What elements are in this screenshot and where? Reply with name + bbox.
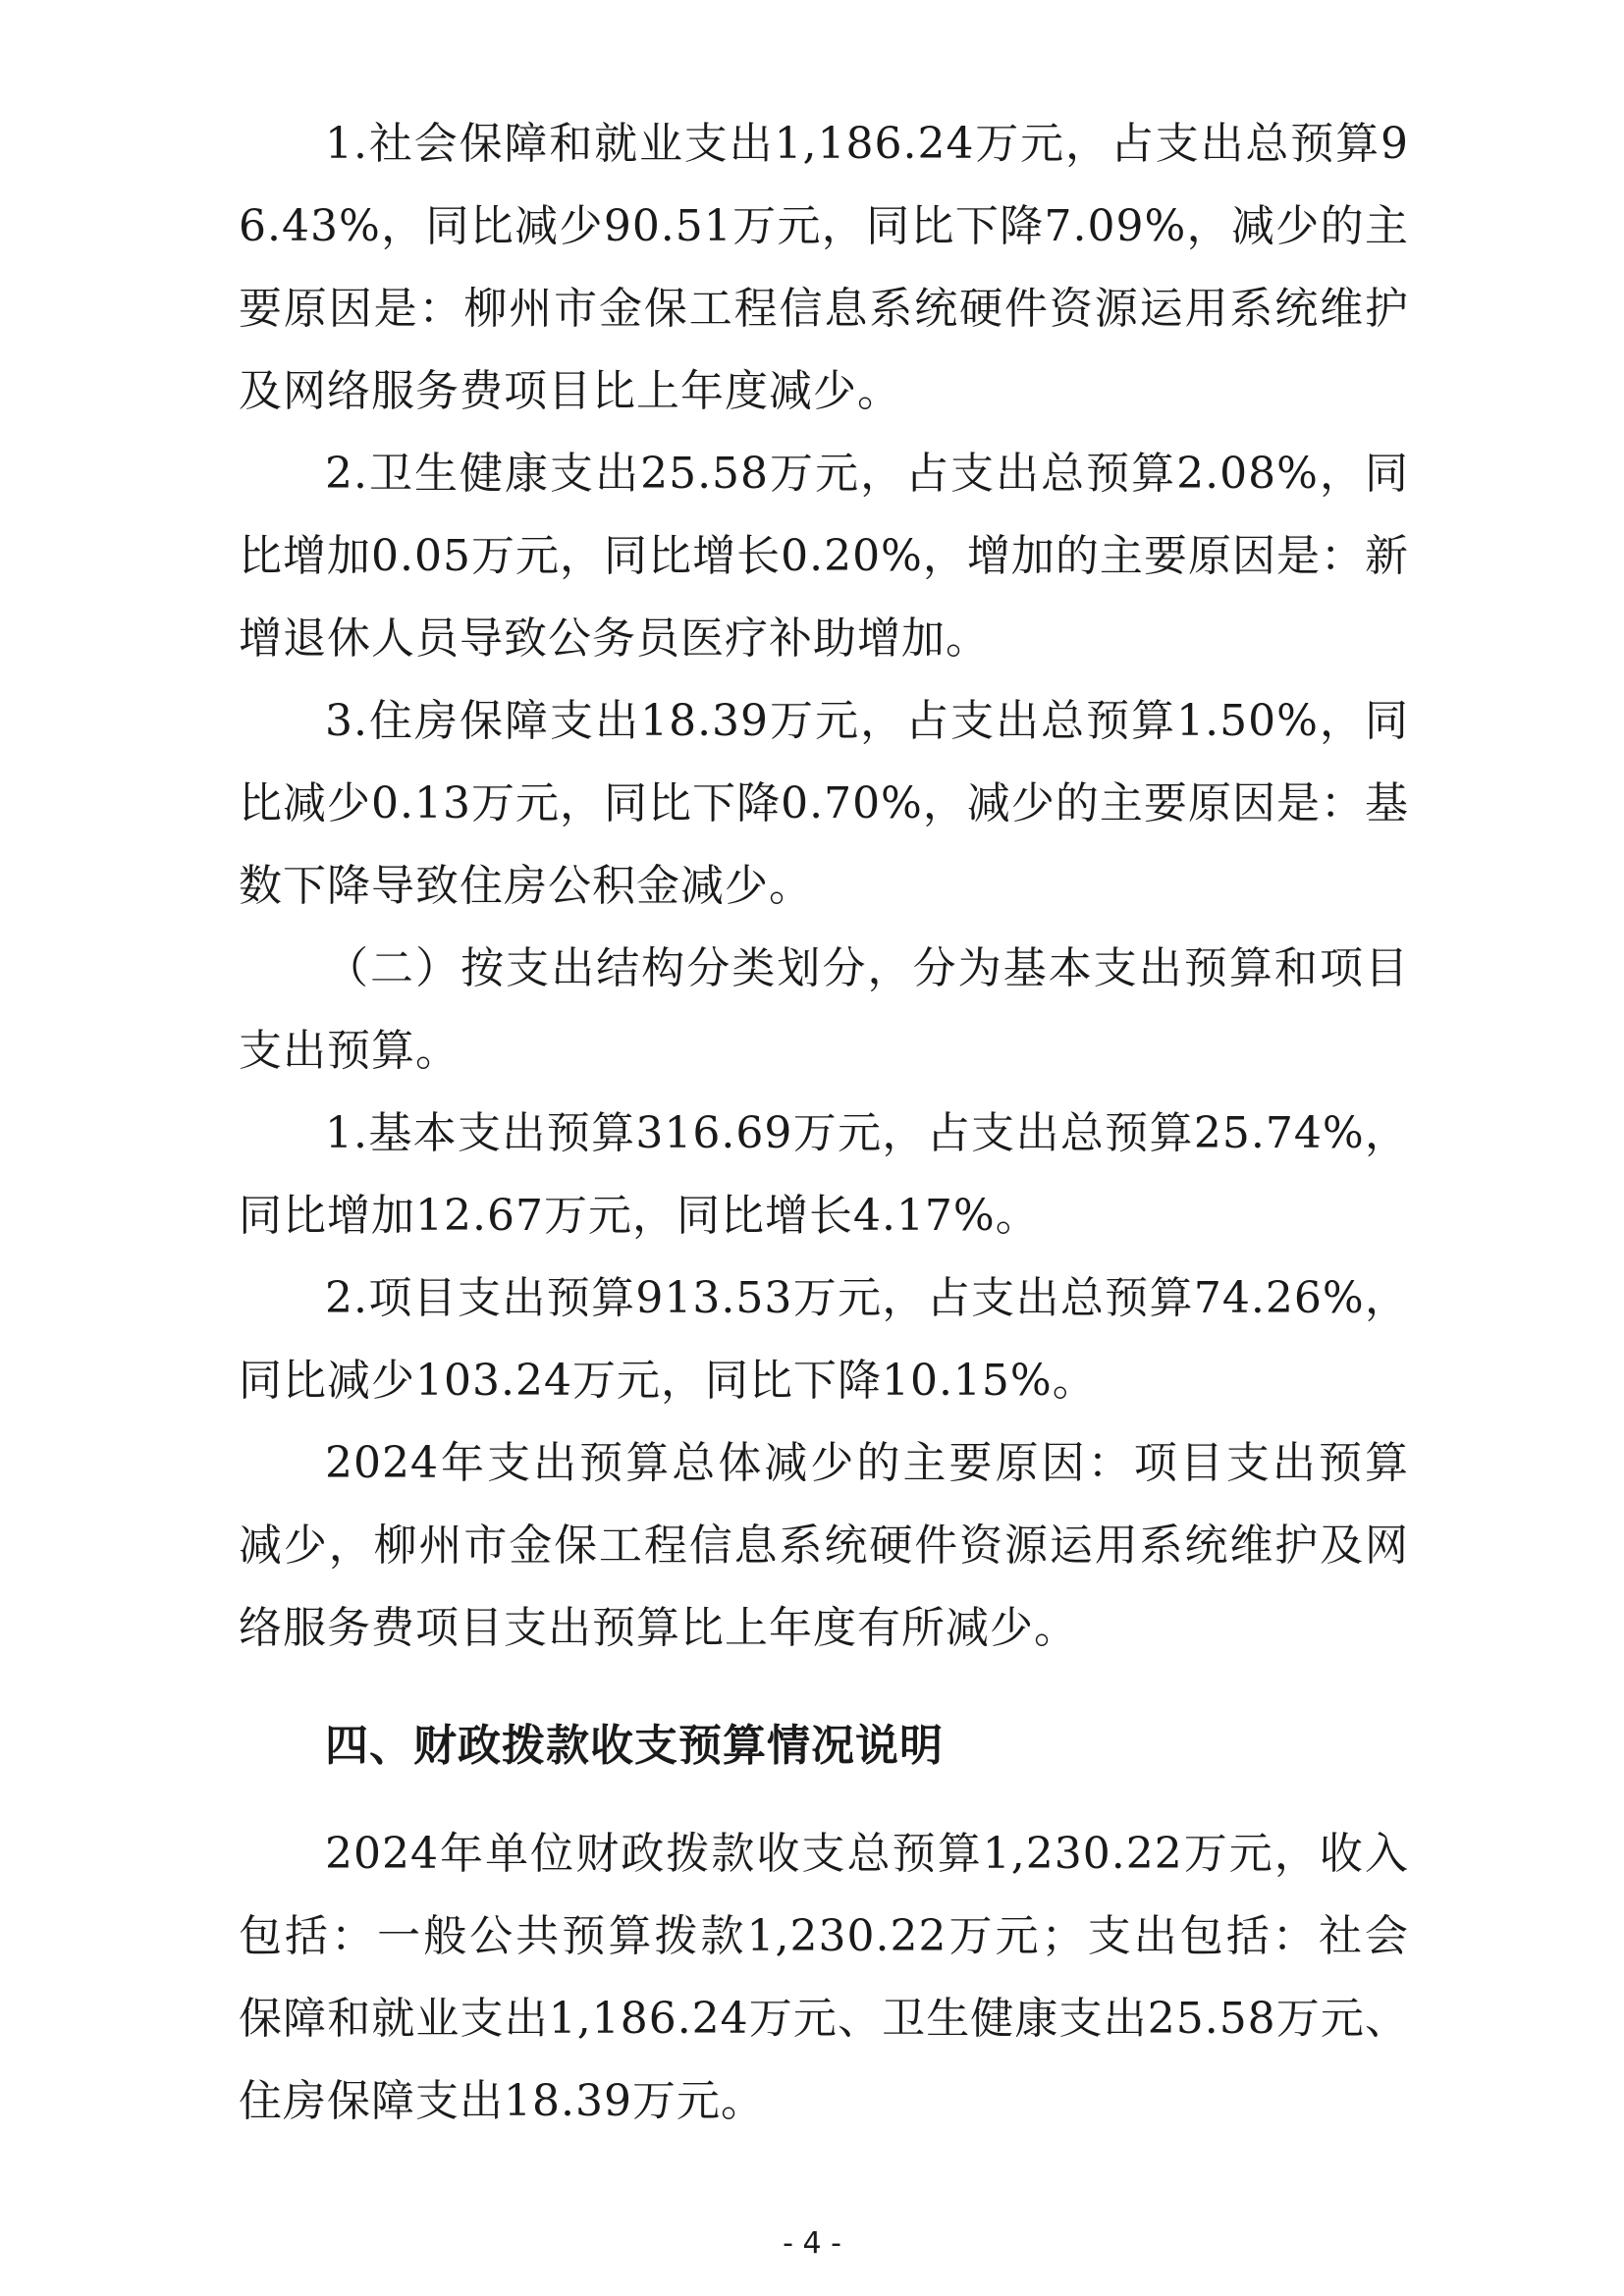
paragraph-decrease-reason: 2024年支出预算总体减少的主要原因：项目支出预算减少，柳州市金保工程信息系统硬件资源运用系统维护及网络服务费项目支出预算比上年度有所减少。: [239, 1438, 1409, 1653]
paragraph-housing: 3.住房保障支出18.39万元，占支出总预算1.50%，同比减少0.13万元，同比下降0.70%，减少的主要原因是：基数下降导致住房公积金减少。: [239, 696, 1409, 911]
paragraph-basic-expenditure: 1.基本支出预算316.69万元，占支出总预算25.74%，同比增加12.67万元，同比增长4.17%。: [239, 1108, 1409, 1241]
paragraph-health: 2.卫生健康支出25.58万元，占支出总预算2.08%，同比增加0.05万元，同比增长0.20%，增加的主要原因是：新增退休人员导致公务员医疗补助增加。: [239, 449, 1409, 664]
paragraph-social-security: 1.社会保障和就业支出1,186.24万元，占支出总预算96.43%，同比减少90.51万元，同比下降7.09%，减少的主要原因是：柳州市金保工程信息系统硬件资源运用系统维护及网络服务费项目比上年度减少。: [239, 119, 1409, 416]
paragraph-project-expenditure: 2.项目支出预算913.53万元，占支出总预算74.26%，同比减少103.24万元，同比下降10.15%。: [239, 1273, 1409, 1406]
paragraph-fiscal-allocation: 2024年单位财政拨款收支总预算1,230.22万元，收入包括：一般公共预算拨款1,230.22万元；支出包括：社会保障和就业支出1,186.24万元、卫生健康支出25.58万元、住房保障支出18.39万元。: [239, 1829, 1409, 2126]
document-page: [239, 103, 1409, 2143]
section-heading: 四、财政拨款收支预算情况说明: [325, 1721, 944, 1771]
page-number: - 4 -: [783, 2226, 841, 2261]
paragraph-structure-classification: （二）按支出结构分类划分，分为基本支出预算和项目支出预算。: [239, 943, 1409, 1076]
